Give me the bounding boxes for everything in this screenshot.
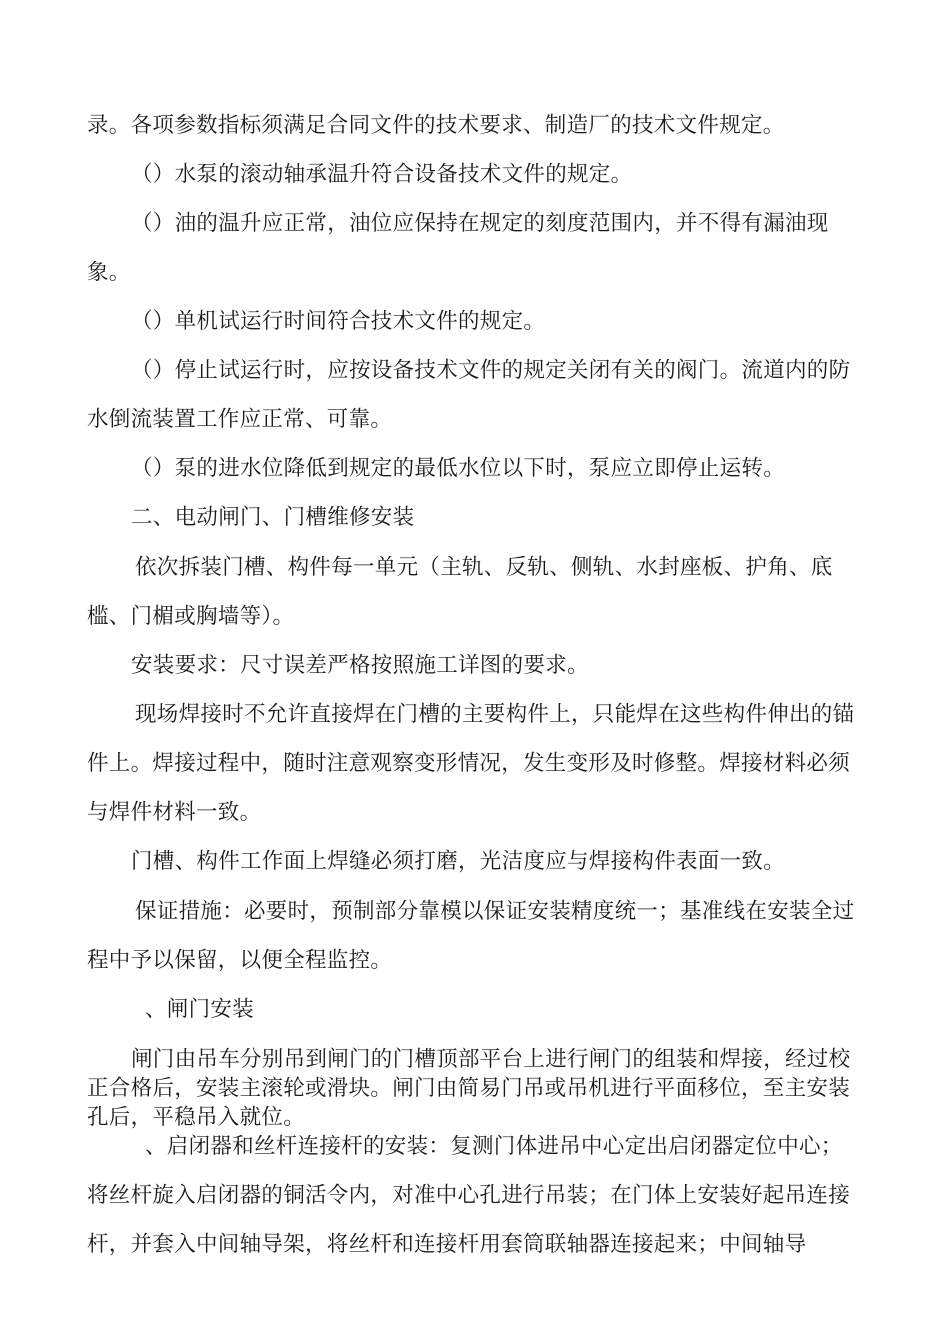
paragraph-11: 保证措施：必要时，预制部分靠模以保证安装精度统一；基准线在安装全过程中予以保留，以便全程监控。 (87, 899, 855, 973)
paragraph-4: （）单机试运行时间符合技术文件的规定。 (131, 309, 546, 334)
paragraph-13: 、启闭器和丝杆连接杆的安装：复测门体进吊中心定出启闭器定位中心；将丝杆旋入启闭器的铜活令内，对准中心孔进行吊装；在门体上安装好起吊连接杆，并套入中间轴导架，将丝杆和连接杆用套筒联轴器连接起来；中间轴导 (87, 1134, 851, 1257)
paragraph-6: （）泵的进水位降低到规定的最低水位以下时，泵应立即停止运转。 (131, 456, 786, 481)
paragraph-8: 安装要求：尺寸误差严格按照施工详图的要求。 (131, 653, 589, 678)
paragraph-7: 依次拆装门槽、构件每一单元（主轨、反轨、侧轨、水封座板、护角、底槛、门楣或胸墙等）。 (87, 555, 833, 629)
paragraph-5: （）停止试运行时，应按设备技术文件的规定关闭有关的阀门。流道内的防水倒流装置工作应正常、可靠。 (87, 358, 851, 432)
section-heading-gate: 、闸门安装 (145, 997, 255, 1022)
paragraph-2: （）水泵的滚动轴承温升符合设备技术文件的规定。 (131, 162, 633, 187)
paragraph-12: 闸门由吊车分别吊到闸门的门槽顶部平台上进行闸门的组装和焊接，经过校正合格后，安装主滚轮或滑块。闸门由简易门吊或吊机进行平面移位，至主安装孔后，平稳吊入就位。 (87, 1047, 851, 1130)
paragraph-9: 现场焊接时不允许直接焊在门槽的主要构件上，只能焊在这些构件伸出的锚件上。焊接过程中，随时注意观察变形情况，发生变形及时修整。焊接材料必须与焊件材料一致。 (87, 702, 855, 825)
section-heading-2: 二、电动闸门、门槽维修安装 (131, 505, 415, 530)
paragraph-1: 录。各项参数指标须满足合同文件的技术要求、制造厂的技术文件规定。 (87, 113, 785, 138)
paragraph-10: 门槽、构件工作面上焊缝必须打磨，光洁度应与焊接构件表面一致。 (131, 849, 786, 874)
paragraph-3: （）油的温升应正常，油位应保持在规定的刻度范围内，并不得有漏油现象。 (87, 211, 829, 285)
